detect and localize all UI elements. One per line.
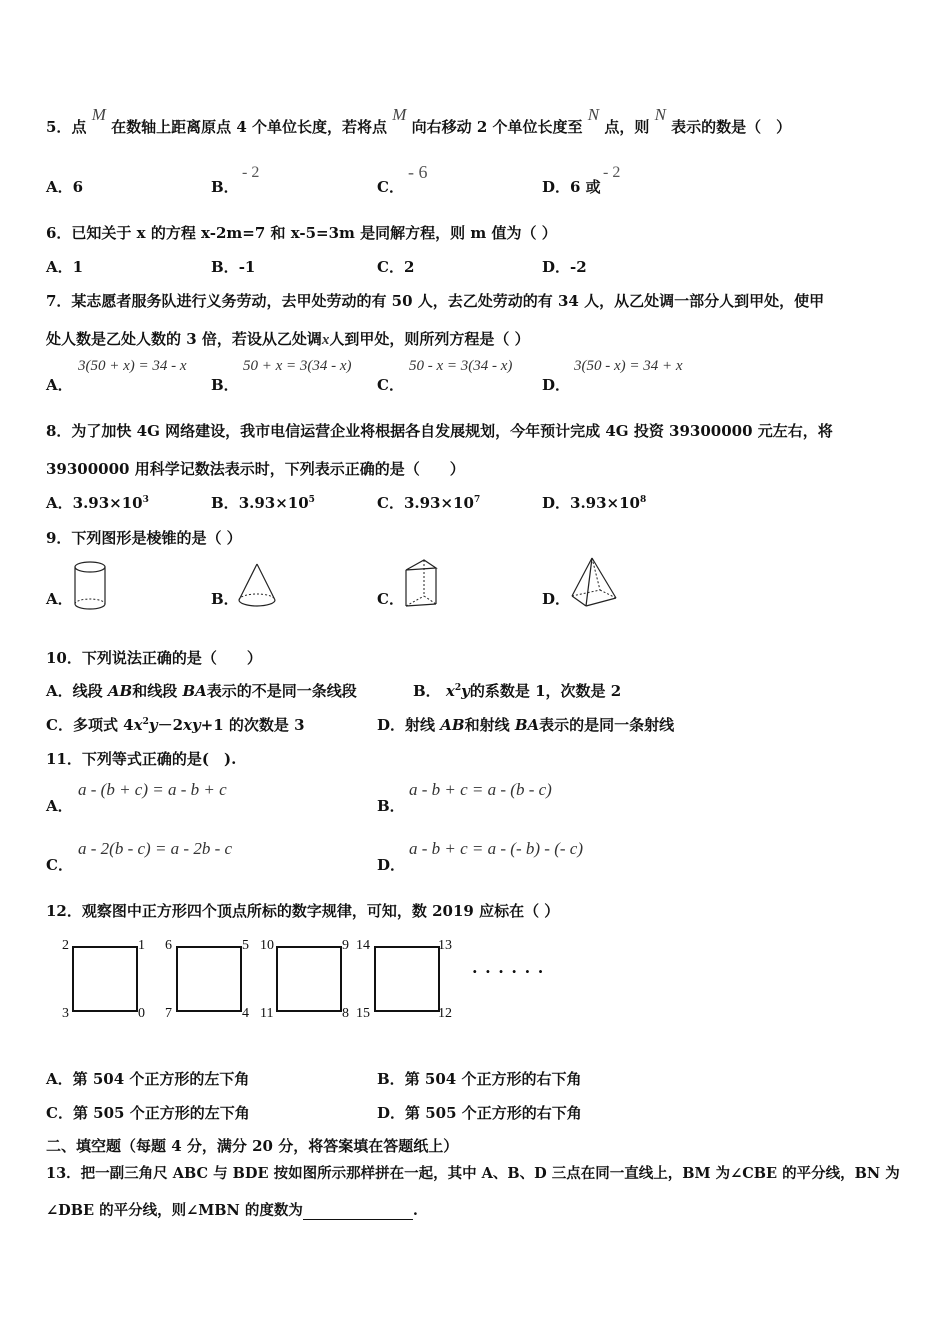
q10-option-a: A．线段 AB和线段 BA表示的不是同一条线段	[46, 682, 357, 700]
q12-option-c: C．第 505 个正方形的左下角	[46, 1104, 250, 1122]
q6-option-d: D．-2	[542, 258, 587, 276]
square-3	[276, 946, 342, 1012]
prism-icon	[402, 556, 442, 610]
q7-option-d: D．	[542, 376, 571, 394]
vertex-label: 15	[356, 1006, 370, 1021]
vertex-label: 1	[138, 938, 145, 953]
q5-option-b: B．	[211, 178, 239, 196]
q8-option-c: C．$3.93\times 10^7$	[377, 494, 481, 512]
square-figure-2	[162, 936, 252, 1024]
q12-option-b: B．第 504 个正方形的右下角	[377, 1070, 582, 1088]
cylinder-icon	[72, 560, 108, 612]
q10-option-b: B． $x^2y$的系数是 1，次数是 2	[413, 682, 622, 700]
q6-option-a: A．1	[46, 258, 84, 276]
q11-option-d: D．	[377, 856, 406, 874]
section-heading: 二、填空题（每题 4 分，满分 20 分，将答案填在答题纸上）	[46, 1137, 459, 1155]
vertex-label: 11	[260, 1006, 274, 1021]
vertex-label: 7	[165, 1006, 172, 1021]
q8-option-b: B．$3.93\times 10^5$	[211, 494, 315, 512]
vertex-label: 3	[62, 1006, 69, 1021]
q9-option-a: A．	[46, 590, 73, 608]
q5-option-c-value: - 6	[408, 162, 428, 182]
question-7-line1: 7．某志愿者服务队进行义务劳动，去甲处劳动的有 50 人，去乙处劳动的有 34 人，从乙处调一部分人到甲处，使甲	[46, 292, 825, 310]
q7-option-b: B．	[211, 376, 239, 394]
q5-option-d: D．6 或	[542, 178, 601, 196]
q5-option-b-value: - 2	[242, 164, 260, 181]
vertex-label: 8	[342, 1006, 349, 1021]
question-9: 9．下列图形是棱锥的是（ ）	[46, 529, 242, 547]
square-4	[374, 946, 440, 1012]
q5-option-d-extra: - 2	[603, 164, 621, 181]
square-1	[72, 946, 138, 1012]
q11-option-b-value: a - b + c = a - (b - c)	[409, 780, 552, 799]
q11-option-a: A．	[46, 797, 73, 815]
question-8-line1: 8．为了加快 4G 网络建设，我市电信运营企业将根据各自发展规划，今年预计完成 4G 投资 39300000 元左右，将	[46, 422, 833, 440]
q11-option-a-value: a - (b + c) = a - b + c	[78, 780, 227, 799]
square-2	[176, 946, 242, 1012]
q12-option-a: A．第 504 个正方形的左下角	[46, 1070, 250, 1088]
q6-option-c: C．2	[377, 258, 415, 276]
q11-option-d-value: a - b + c = a - (- b) - (- c)	[409, 839, 583, 858]
var-m: M	[91, 105, 106, 124]
ellipsis-dots: · · · · · ·	[472, 962, 545, 981]
q7-option-c-value: 50 - x = 3(34 - x)	[409, 358, 513, 374]
q7-option-c: C．	[377, 376, 404, 394]
question-5: 5．点 M 在数轴上距离原点 4 个单位长度，若将点 M 向右移动 2 个单位长度至 N 点，则 N 表示的数是（ ）	[46, 105, 792, 136]
q12-option-d: D．第 505 个正方形的右下角	[377, 1104, 582, 1122]
q10-option-c: C．多项式 $4x^2y-2xy+1$ 的次数是 3	[46, 716, 305, 734]
vertex-label: 5	[242, 938, 249, 953]
q8-option-d: D．$3.93\times 10^8$	[542, 494, 647, 512]
question-7-line2: 处人数是乙处人数的 3 倍，若设从乙处调x人到甲处，则所列方程是（ ）	[46, 330, 530, 348]
q9-option-b: B．	[211, 590, 239, 608]
question-8-line2: 39300000 用科学记数法表示时，下列表示正确的是（ ）	[46, 460, 465, 478]
vertex-label: 0	[138, 1006, 145, 1021]
question-10: 10．下列说法正确的是（ ）	[46, 649, 262, 667]
q11-option-c-value: a - 2(b - c) = a - 2b - c	[78, 839, 233, 858]
q9-option-c: C．	[377, 590, 404, 608]
pyramid-icon	[568, 556, 620, 610]
q9-option-d: D．	[542, 590, 571, 608]
question-13-line1: 13．把一副三角尺 ABC 与 BDE 按如图所示那样拼在一起，其中 A、B、D 三点在同一直线上，BM 为∠CBE 的平分线，BN 为	[46, 1165, 900, 1182]
question-13-line2: ∠DBE 的平分线，则∠MBN 的度数为 .	[46, 1202, 418, 1219]
question-11: 11．下列等式正确的是( ).	[46, 750, 237, 768]
vertex-label: 14	[356, 938, 370, 953]
var-n: N	[587, 105, 600, 124]
q7-option-a: A．	[46, 376, 73, 394]
q7-option-a-value: 3(50 + x) = 34 - x	[78, 358, 187, 374]
square-figure-1	[58, 936, 148, 1024]
vertex-label: 2	[62, 938, 69, 953]
var-n: N	[654, 105, 666, 124]
q5-option-c: C．	[377, 178, 404, 196]
q7-option-b-value: 50 + x = 3(34 - x)	[243, 358, 352, 374]
q11-option-b: B．	[377, 797, 405, 815]
q7-option-d-value: 3(50 - x) = 34 + x	[574, 358, 683, 374]
cone-icon	[236, 562, 278, 610]
question-12: 12．观察图中正方形四个顶点所标的数字规律，可知，数 2019 应标在（ ）	[46, 902, 560, 920]
q10-option-d: D．射线 AB和射线 BA表示的是同一条射线	[377, 716, 675, 734]
q5-option-a: A．6	[46, 178, 84, 196]
square-figure-4	[356, 936, 456, 1024]
vertex-label: 10	[260, 938, 274, 953]
vertex-label: 4	[242, 1006, 249, 1021]
answer-blank[interactable]	[303, 1205, 413, 1220]
var-m: M	[392, 105, 407, 124]
question-6: 6．已知关于 x 的方程 x-2m=7 和 x-5=3m 是同解方程，则 m 值为（ ）	[46, 224, 557, 242]
vertex-label: 9	[342, 938, 349, 953]
q11-option-c: C．	[46, 856, 73, 874]
vertex-label: 12	[438, 1006, 452, 1021]
vertex-label: 13	[438, 938, 452, 953]
q8-option-a: A．$3.93\times 10^3$	[46, 494, 149, 512]
square-figure-3	[260, 936, 356, 1024]
q6-option-b: B．-1	[211, 258, 256, 276]
vertex-label: 6	[165, 938, 172, 953]
